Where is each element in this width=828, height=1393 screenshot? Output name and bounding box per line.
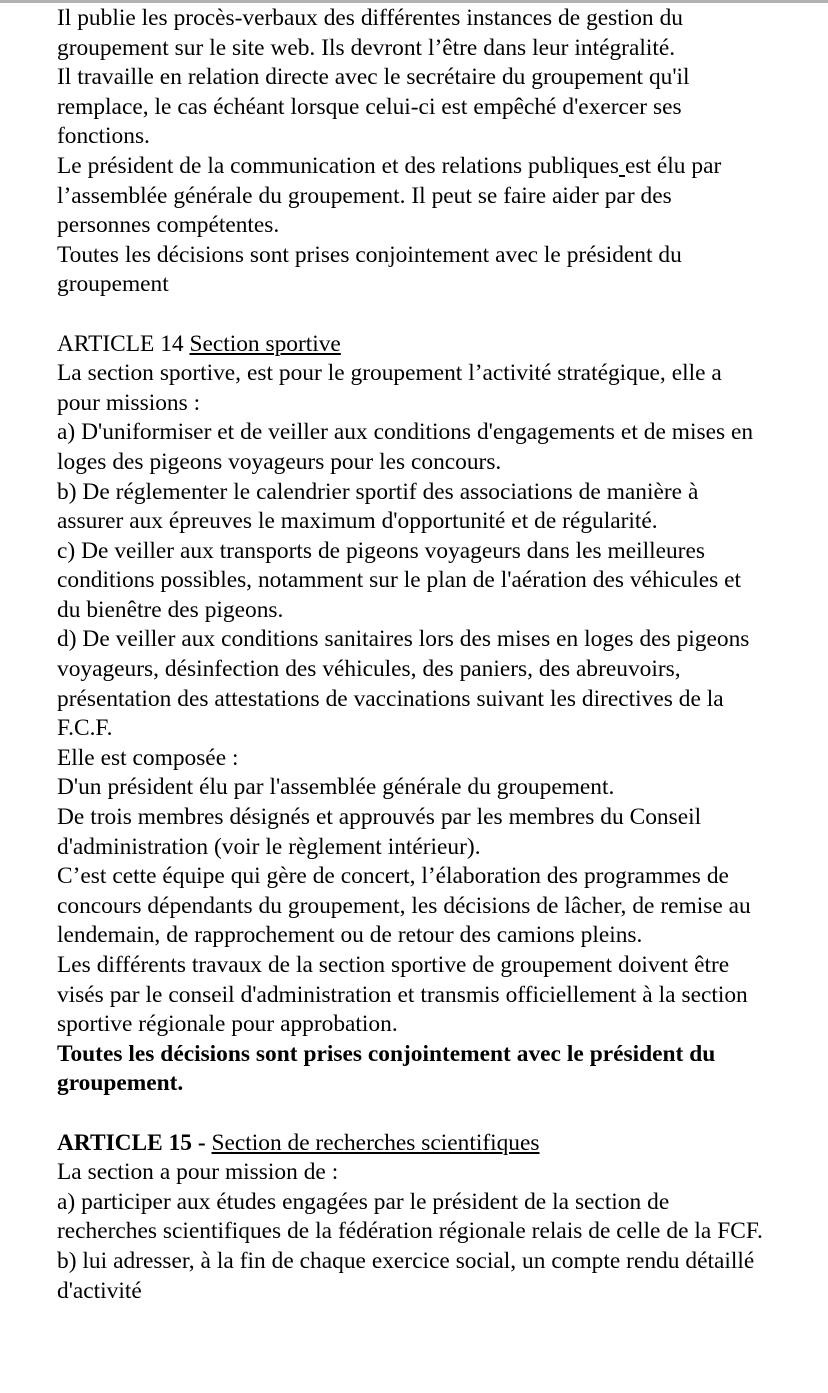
paragraph-equipe-programmes: C’est cette équipe qui gère de concert, l’élaboration des programmes de concours dépendants du groupement, les décisions de lâcher, de remise au lendemain, de rapprochement ou de retour des camions pleins. [57,863,751,949]
paragraph-un-president: D'un président élu par l'assemblée générale du groupement. [57,774,615,801]
paragraph-decisions-article14: Toutes les décisions sont prises conjointement avec le président du groupement [57,241,682,298]
spacer-before-article-15 [57,1099,765,1129]
list-item-a-article15: a) participer aux études engagées par le président de la section de recherches scientifiques de la fédération régionale relais de celle de la FCF. [57,1188,763,1245]
paragraph-decisions-bold: Toutes les décisions sont prises conjointement avec le président du groupement. [57,1040,716,1097]
list-item-b-article15: b) lui adresser, à la fin de chaque exercice social, un compte rendu détaillé d'activité [57,1247,755,1304]
heading-article-14 [57,330,765,360]
list-item-a-article14: a) D'uniformiser et de veiller aux conditions d'engagements et de mises en loges des pigeons voyageurs pour les concours. [57,419,754,475]
paragraph-travaille: Il travaille en relation directe avec le secrétaire du groupement qu'il remplace, le cas échéant lorsque celui-ci est empêché d'exercer ses fonctions. [57,64,690,150]
heading-article-15 [57,1129,765,1159]
article-14-title: Section sportive [189,330,341,357]
article-15-label: ARTICLE 15 [57,1129,192,1156]
paragraph-publie: Il publie les procès-verbaux des différentes instances de gestion du groupement sur le site web. Ils devront l’être dans leur intégralité. [57,5,683,61]
paragraph-president-communication [57,152,765,241]
paragraph-president-communication-part1: Le président de la communication et des relations publiques [57,152,620,179]
paragraph-travaux-section-sportive: Les différents travaux de la section sportive de groupement doivent être visés par le conseil d'administration et transmis officiellement à la section sportive régionale pour approbation. [57,952,748,1038]
list-item-d-article14: d) De veiller aux conditions sanitaires lors des mises en loges des pigeons voyageurs, désinfection des véhicules, des paniers, des abreuvoirs, présentation des attestations de vaccinations suivant les directives de la F.C.F. [57,626,750,742]
paragraph-president-communication-part2: est élu par l’assemblée générale du groupement. Il peut se faire aider par des personnes compétentes. [57,152,722,239]
paragraph-elle-est-composee: Elle est composée : [57,744,239,771]
list-item-b-article14: b) De réglementer le calendrier sportif des associations de manière à assurer aux épreuves le maximum d'opportunité et de régularité. [57,478,699,535]
spacer-before-article-14 [57,300,765,330]
paragraph-mission-article15: La section a pour mission de : [57,1159,339,1186]
article-15-title: Section de recherches scientifiques [211,1129,540,1156]
article-15-separator: - [192,1129,212,1156]
paragraph-trois-membres: De trois membres désignés et approuvés par les membres du Conseil d'administration (voir le règlement intérieur). [57,804,702,860]
paragraph-section-sportive-intro: La section sportive, est pour le groupement l’activité stratégique, elle a pour missions : [57,360,722,416]
list-item-c-article14: c) De veiller aux transports de pigeons voyageurs dans les meilleures conditions possibles, notamment sur le plan de l'aération des véhicules et du bienêtre des pigeons. [57,537,742,623]
article-14-label: ARTICLE 14 [57,330,184,357]
